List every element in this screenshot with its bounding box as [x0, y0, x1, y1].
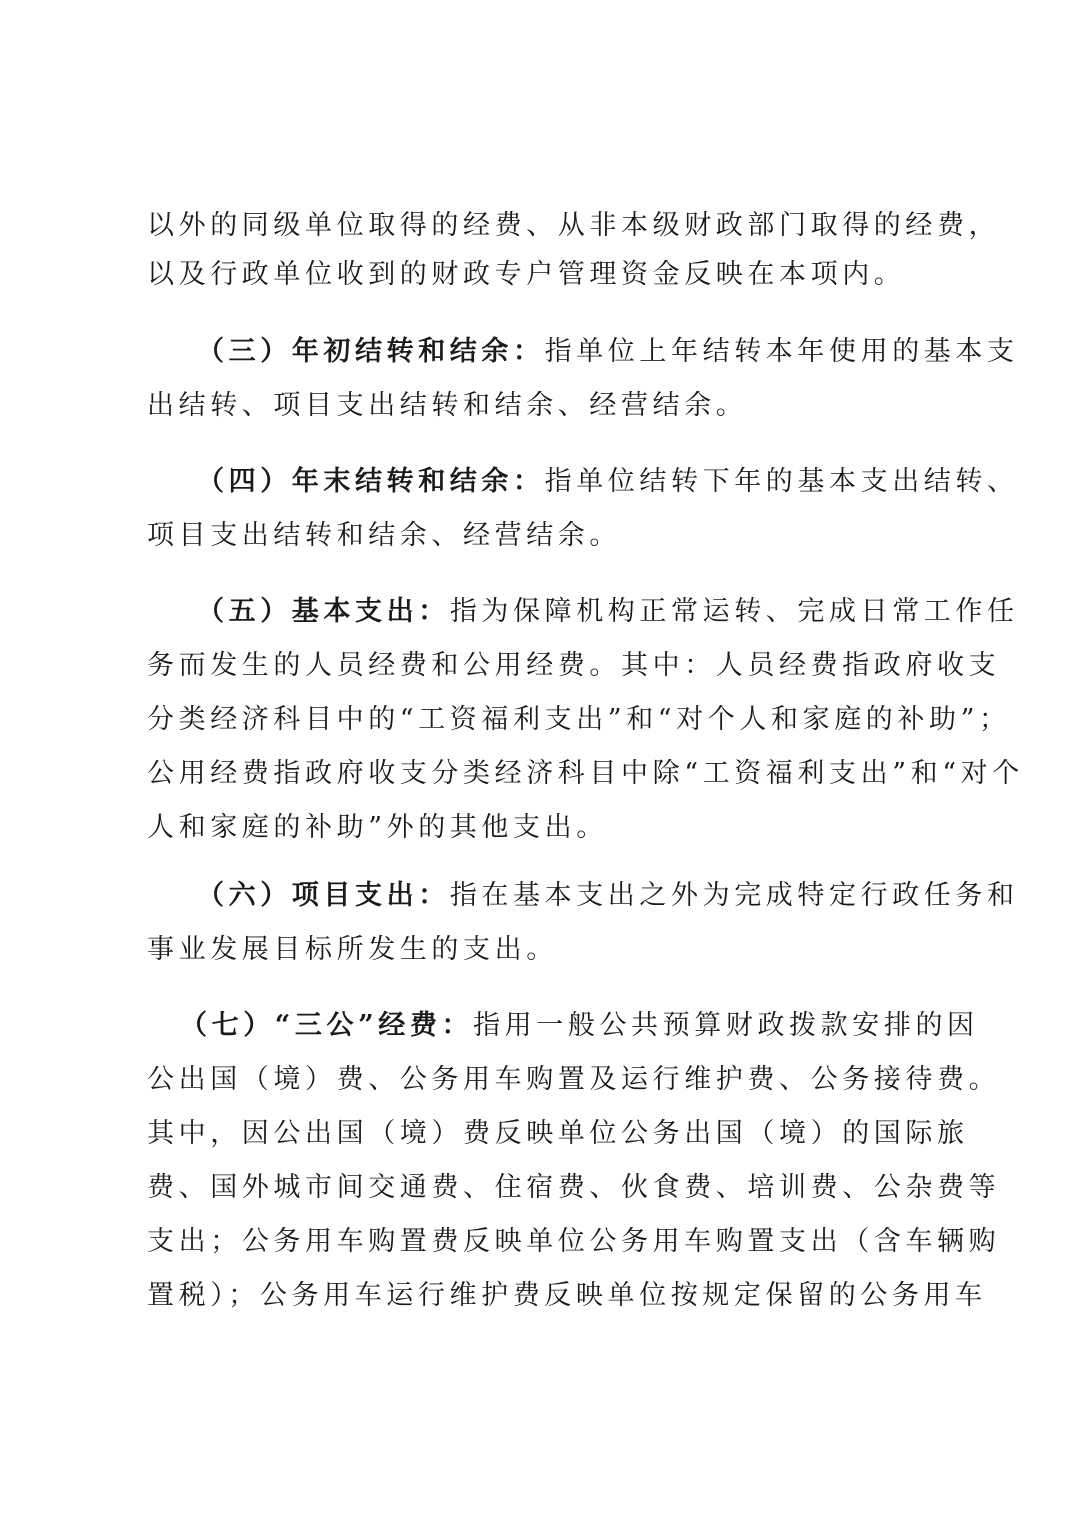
body-line: 费、国外城市间交通费、住宿费、伙食费、培训费、公杂费等: [147, 1172, 1001, 1203]
paragraph-six-first-line: [197, 878, 1019, 914]
paragraph-three-first-line: [197, 334, 1019, 370]
paragraph-five-first-line: [197, 594, 1019, 630]
section-heading-five: （五）基本支出：: [197, 596, 450, 627]
body-line: 支出；公务用车购置费反映单位公务用车购置支出（含车辆购: [147, 1226, 1001, 1257]
body-line: 公出国（境）费、公务用车购置及运行维护费、公务接待费。: [147, 1064, 1001, 1095]
body-line: 置税）；公务用车运行维护费反映单位按规定保留的公务用车: [147, 1280, 987, 1311]
body-text: 指在基本支出之外为完成特定行政任务和: [449, 880, 1019, 911]
section-heading-seven: （七）“三公”经费：: [180, 1010, 474, 1041]
body-line: 其中，因公出国（境）费反映单位公务出国（境）的国际旅: [147, 1118, 969, 1149]
body-text: 指单位上年结转本年使用的基本支: [544, 336, 1019, 367]
paragraph-seven-first-line: [180, 1008, 979, 1044]
body-line: 公用经费指政府收支分类经济科目中除“工资福利支出”和“对个: [147, 758, 1024, 789]
body-line: 项目支出结转和结余、经营结余。: [147, 520, 621, 551]
body-line: 出结转、项目支出结转和结余、经营结余。: [147, 390, 748, 421]
body-line: 分类经济科目中的“工资福利支出”和“对个人和家庭的补助”；: [147, 704, 1011, 735]
body-line: 事业发展目标所发生的支出。: [147, 934, 558, 965]
body-text: 指为保障机构正常运转、完成日常工作任: [449, 596, 1019, 627]
body-text: 指用一般公共预算财政拨款安排的因: [473, 1010, 979, 1041]
section-heading-three: （三）年初结转和结余：: [197, 336, 545, 367]
body-line: 以及行政单位收到的财政专户管理资金反映在本项内。: [147, 259, 906, 290]
section-heading-six: （六）项目支出：: [197, 880, 450, 911]
body-line: 务而发生的人员经费和公用经费。其中：人员经费指政府收支: [147, 650, 1001, 681]
body-text: 指单位结转下年的基本支出结转、: [544, 466, 1019, 497]
paragraph-four-first-line: [197, 464, 1019, 500]
body-line: 人和家庭的补助”外的其他支出。: [147, 812, 608, 843]
body-line: 以外的同级单位取得的经费、从非本级财政部门取得的经费，: [147, 210, 1001, 241]
section-heading-four: （四）年末结转和结余：: [197, 466, 545, 497]
